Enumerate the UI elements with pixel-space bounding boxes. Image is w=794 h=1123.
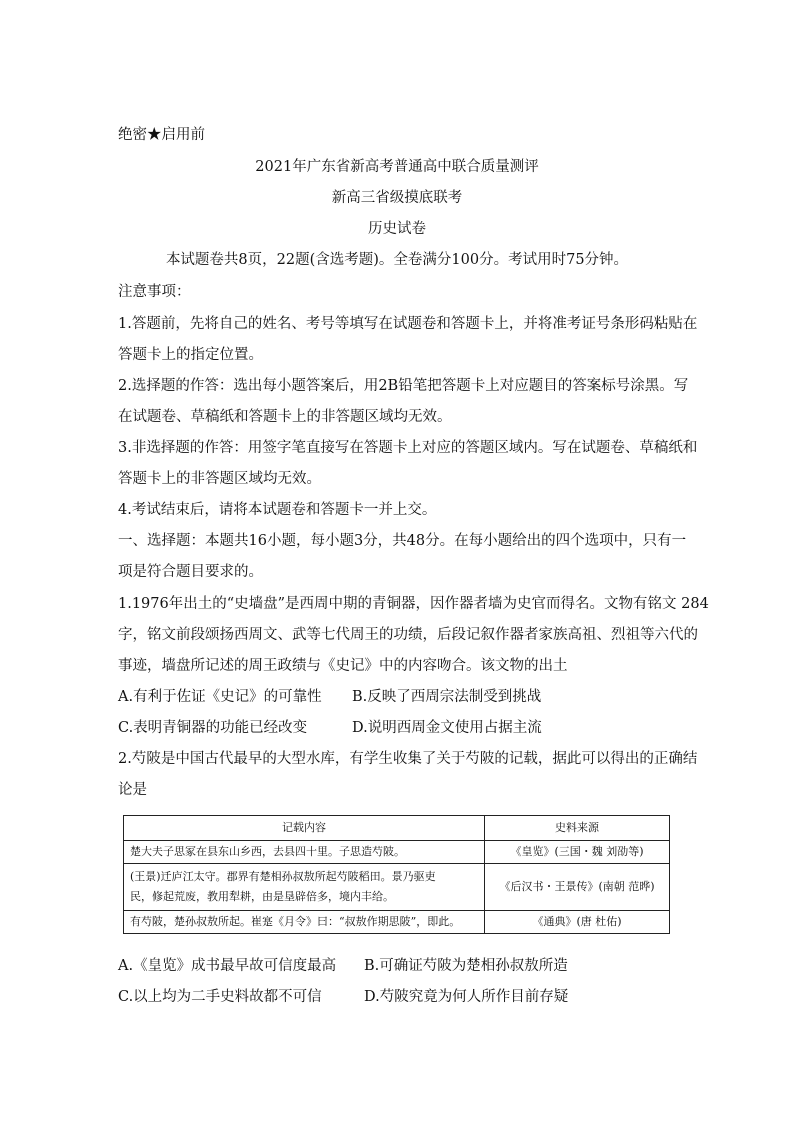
subject-title: 历史试卷 — [368, 221, 426, 237]
record-text: (王景)迁庐江太守。郡界有楚相孙叔敖所起芍陂稻田。景乃驱吏 — [130, 870, 436, 883]
section-1-line-1: 一、选择题：本题共16小题，每小题3分，共48分。在每小题给出的四个选项中，只有一 — [118, 533, 687, 549]
record-content — [124, 911, 485, 934]
notice-item-1-line-1: 1.答题前，先将自己的姓名、考号等填写在试题卷和答题卡上，并将准考证号条形码粘贴在 — [118, 316, 698, 332]
table-header-source: 史料来源 — [485, 816, 670, 841]
record-content — [124, 864, 485, 911]
notice-item-2-line-1: 2.选择题的作答：选出每小题答案后，用2B铅笔把答题卡上对应题目的答案标号涂黑。写 — [118, 378, 689, 394]
notice-item-2-line-2: 在试题卷、草稿纸和答题卡上的非答题区域均无效。 — [118, 409, 452, 425]
exam-info: 本试题卷共8页，22题(含选考题)。全卷满分100分。考试用时75分钟。 — [165, 252, 629, 268]
question-1-option-c: C.表明青铜器的功能已经改变 — [118, 720, 308, 736]
notice-item-4: 4.考试结束后，请将本试题卷和答题卡一并上交。 — [118, 502, 437, 518]
question-1-option-d: D.说明西周金文使用占据主流 — [352, 720, 542, 736]
table-row — [124, 911, 670, 934]
question-2-line-1: 2.芍陂是中国古代最早的大型水库，有学生收集了关于芍陂的记载，据此可以得出的正确结 — [118, 751, 698, 767]
table-row — [124, 841, 670, 864]
notice-heading: 注意事项： — [118, 284, 191, 300]
question-2-option-d: D.芍陂究竟为何人所作目前存疑 — [364, 989, 569, 1005]
records-table — [123, 815, 670, 934]
record-source: 《后汉书・王景传》(南朝 范晔) — [485, 864, 670, 911]
record-text: 民，修起荒废，教用犁耕，由是垦辟倍多，境内丰给。 — [130, 890, 394, 903]
record-text: 有芍陂，楚孙叔敖所起。崔寔《月令》曰：“叔敖作期思陂”，即此。 — [130, 915, 461, 928]
notice-item-1-line-2: 答题卡上的指定位置。 — [118, 347, 263, 363]
question-1-line-1: 1.1976年出土的“史墙盘”是西周中期的青铜器，因作器者墙为史官而得名。文物有铭文 284 — [118, 596, 709, 612]
question-1-option-b: B.反映了西周宗法制受到挑战 — [352, 689, 542, 705]
question-2-option-b: B.可确证芍陂为楚相孙叔敖所造 — [364, 958, 568, 974]
record-content — [124, 841, 485, 864]
record-source: 《通典》(唐 杜佑) — [485, 911, 670, 934]
question-1-line-3: 事迹，墙盘所记述的周王政绩与《史记》中的内容吻合。该文物的出土 — [118, 658, 568, 674]
section-1-line-2: 项是符合题目要求的。 — [118, 564, 263, 580]
record-text: 楚大夫子思冢在县东山乡西，去县四十里。子思造芍陂。 — [130, 845, 405, 858]
confidential-mark: 绝密★启用前 — [118, 127, 205, 143]
question-2-line-2: 论是 — [118, 782, 147, 798]
question-2-option-c: C.以上均为二手史料故都不可信 — [118, 989, 322, 1005]
question-1-line-2: 字，铭文前段颂扬西周文、武等七代周王的功绩，后段记叙作器者家族高祖、烈祖等六代的 — [118, 627, 698, 643]
exam-subtitle: 新高三省级摸底联考 — [331, 190, 463, 206]
question-1-option-a: A.有利于佐证《史记》的可靠性 — [118, 689, 322, 705]
notice-item-3-line-2: 答题卡上的非答题区域均无效。 — [118, 471, 321, 487]
table-row — [124, 864, 670, 911]
notice-item-3-line-1: 3.非选择题的作答：用签字笔直接写在答题卡上对应的答题区域内。写在试题卷、草稿纸和 — [118, 440, 698, 456]
question-2-option-a: A.《皇览》成书最早故可信度最高 — [118, 958, 337, 974]
table-header-content: 记载内容 — [124, 816, 485, 841]
table-header-row — [124, 816, 670, 841]
exam-title: 2021年广东省新高考普通高中联合质量测评 — [255, 159, 539, 175]
record-source: 《皇览》(三国・魏 刘劭等) — [485, 841, 670, 864]
